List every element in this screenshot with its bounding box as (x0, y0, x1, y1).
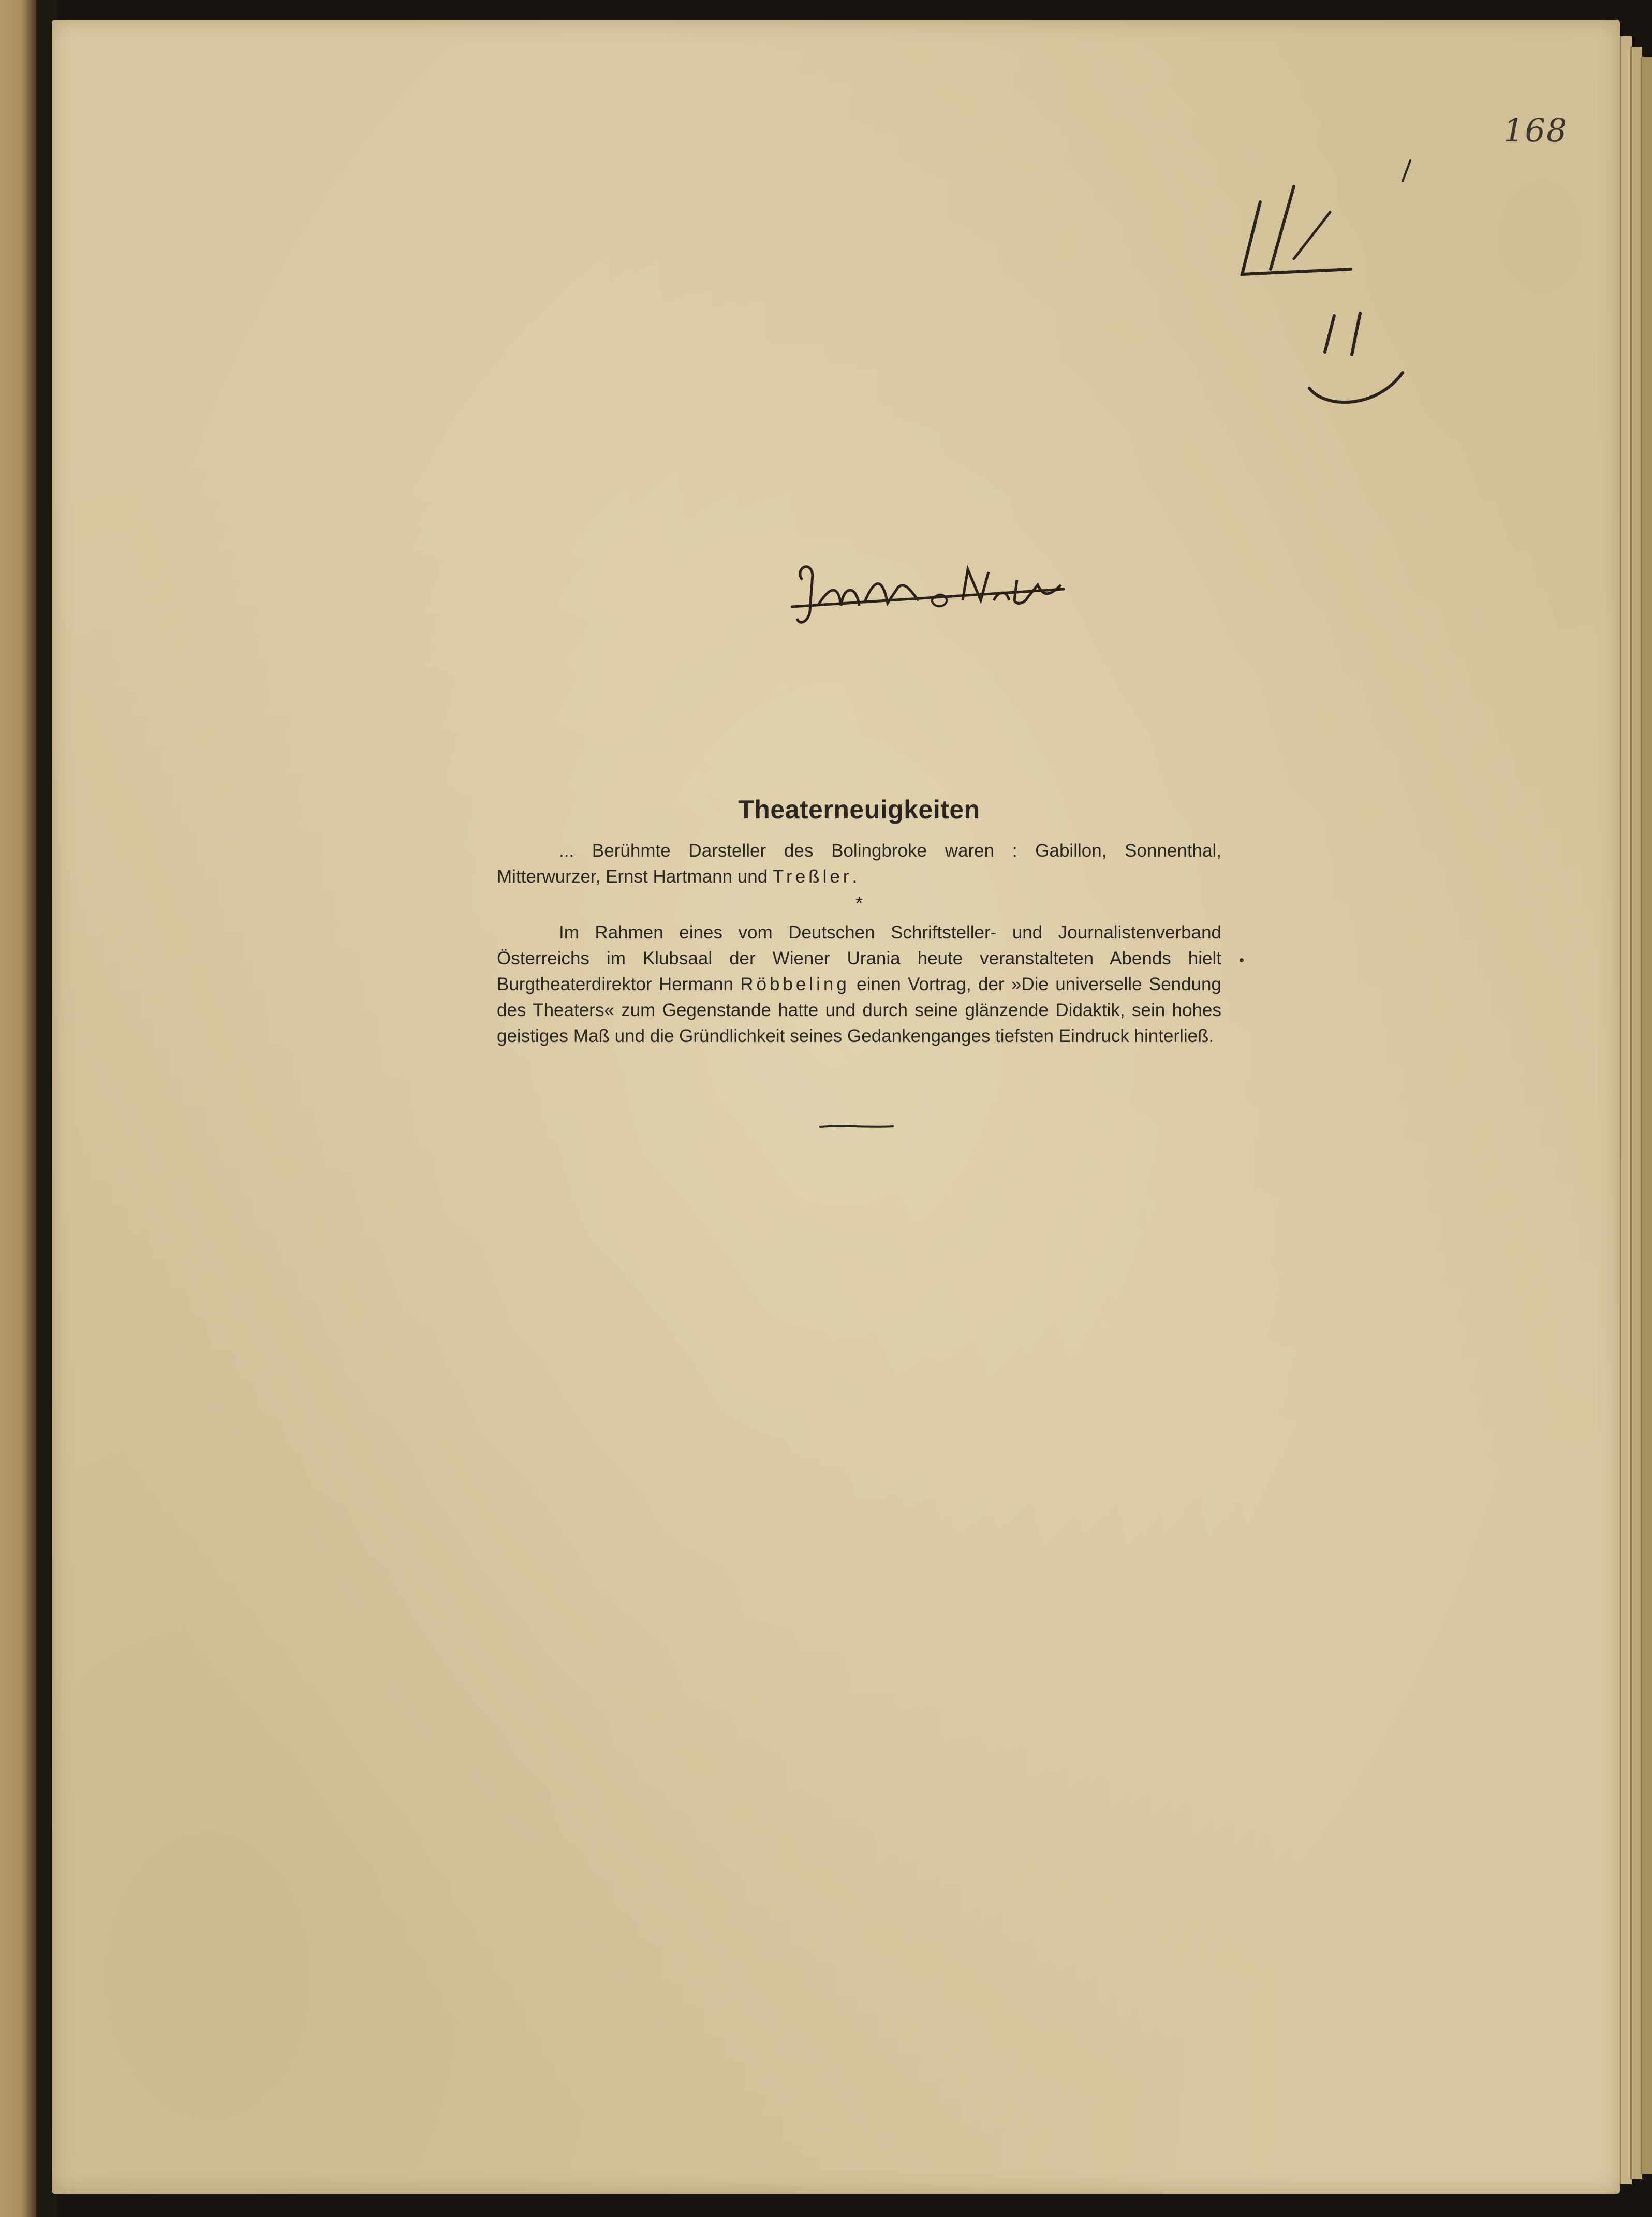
folio-number: 168 (1503, 111, 1568, 149)
separator-asterisk: * (855, 892, 863, 914)
facing-page-edge (0, 0, 36, 2217)
news-article (497, 795, 1221, 1049)
name-tressler: Treßler (772, 867, 852, 887)
paragraph-end: . (852, 867, 858, 887)
page-edge (1641, 57, 1652, 2174)
paragraph-lecture (497, 920, 1221, 1049)
handwritten-signature (789, 549, 1069, 647)
paragraph-text: einen Vortrag, der »Die universelle Sendung des Theaters« zum Gegenstande hatte und durch seine glänzende Didaktik, sein hohes geistiges Maß und die Gründlichkeit seines Gedankenganges tiefsten Eindruck hinterließ. (497, 974, 1221, 1046)
margin-mark (1238, 957, 1245, 964)
paragraph-text: ... Berühmte Darsteller des Bolingbroke waren : Gabillon, Sonnenthal, Mitterwurzer, Ernst Hartmann und (497, 841, 1221, 887)
paragraph-text: Im Rahmen eines vom Deutschen Schriftsteller- und Journalistenverband Österreichs im Klubsaal der Wiener Urania heute veranstalteten Abends hielt Burgtheaterdirektor Hermann (497, 922, 1221, 994)
paragraph-actors (497, 838, 1221, 890)
article-title: Theaterneuigkeiten (738, 795, 980, 824)
end-rule (818, 1121, 895, 1133)
name-roebbeling: Röbbeling (740, 974, 850, 994)
handwritten-marks (1232, 155, 1418, 424)
